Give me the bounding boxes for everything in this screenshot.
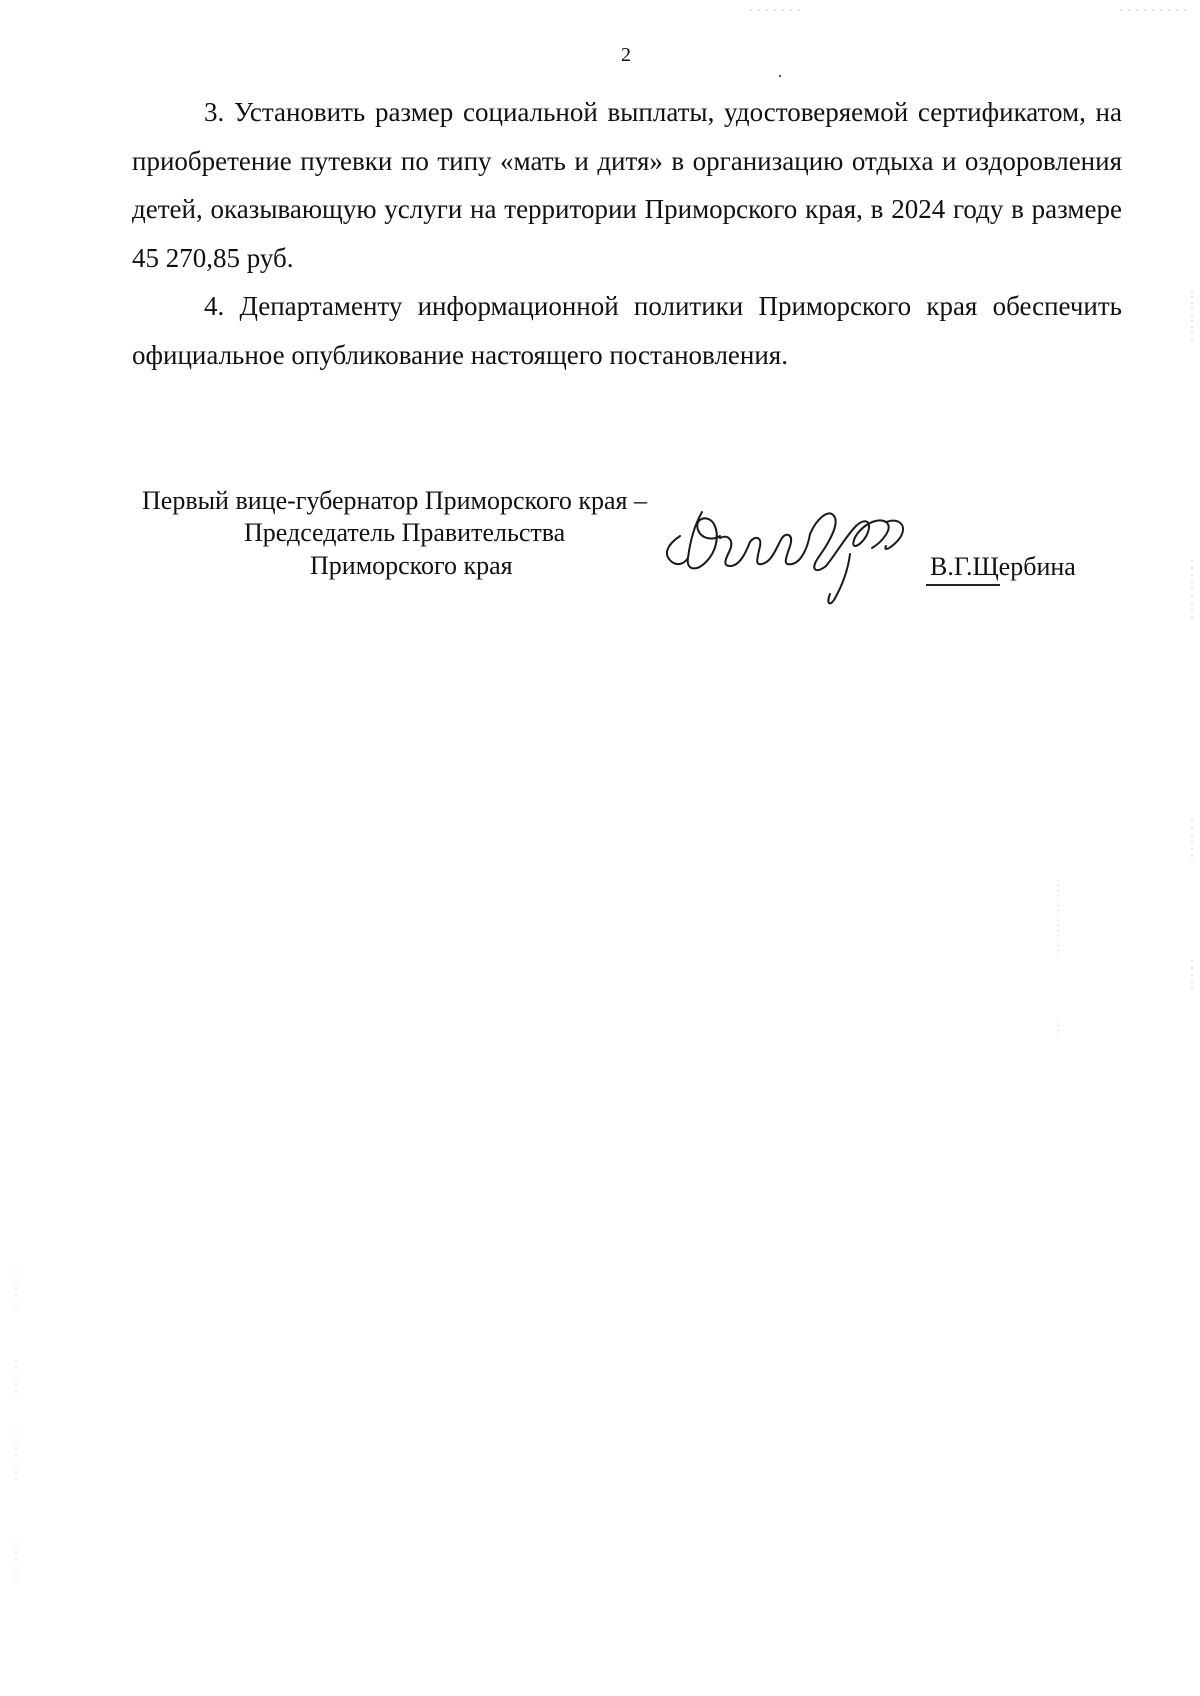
paragraph-4: 4. Департаменту информационной политики Приморского края обеспечить официальное опубликование настоящего постановления. [132,291,1122,370]
signatory-title-line-1: Первый вице-губернатор Приморского края – [142,486,647,515]
paragraph-3: 3. Установить размер социальной выплаты, удостоверяемой сертификатом, на приобретение путевки по типу «мать и дитя» в организацию отдыха и оздоровления детей, оказывающую услуги на территории Приморского края, в 2024 году в размере 45 270,85 руб. [132,97,1122,273]
signature-block [130,486,1130,626]
signatory-title-line-2: Председатель Правительства [244,518,566,547]
signature-underline [926,584,1000,586]
page-number: 2 [621,44,631,66]
document-body [132,88,1122,379]
signatory-title-line-3: Приморского края [310,551,513,580]
handwritten-signature [650,496,940,616]
signatory-name: В.Г.Щербина [930,552,1076,581]
